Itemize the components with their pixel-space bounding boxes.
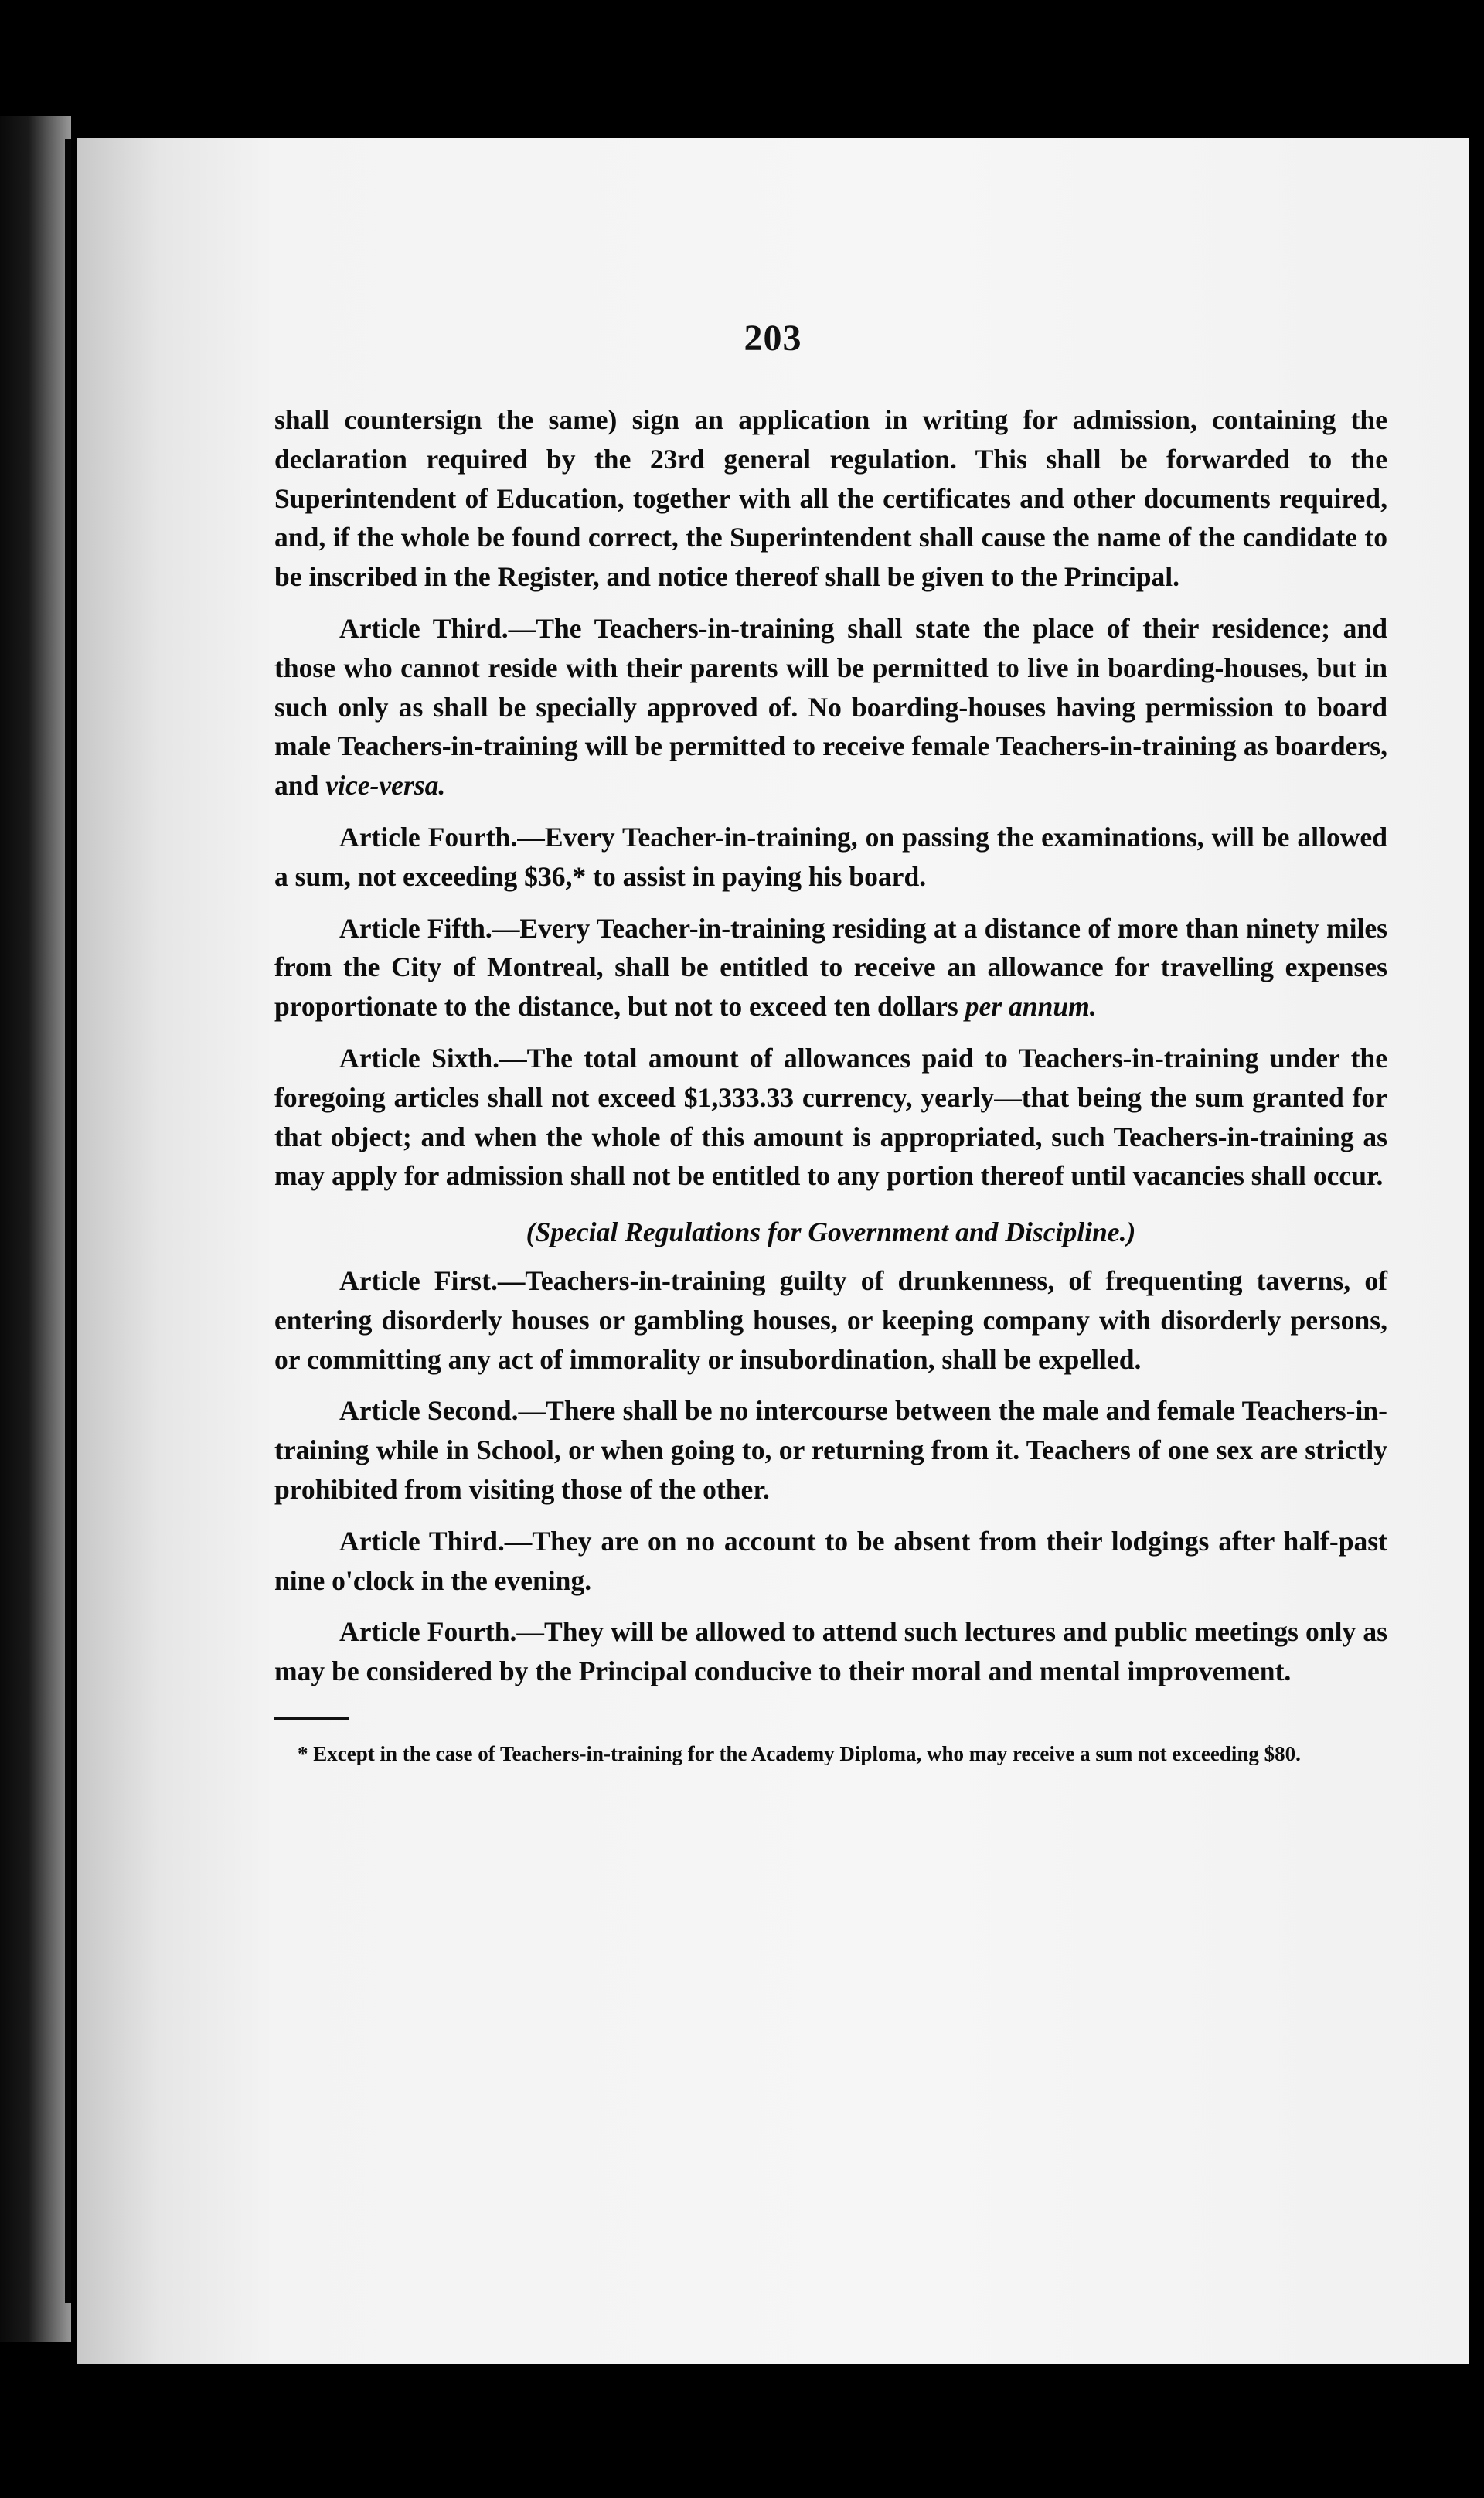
article-fifth-text: Article Fifth.—Every Teacher-in-training residing at a distance of more than ninety miles from the City of Montreal, shall be entitled to receive an allowance for travelling expenses proportionate to the distance, but not to exceed ten dollars: [274, 912, 1387, 1023]
opening-paragraph: shall countersign the same) sign an application in writing for admission, containing the declaration required by the 23rd general regulation. This shall be forwarded to the Superintendent of Education, together with all the certificates and other documents required, and, if the whole be found correct, the Superintendent shall cause the name of the candidate to be inscribed in the Register, and notice thereof shall be given to the Principal.: [274, 404, 1387, 593]
article-third-paragraph: [274, 609, 1387, 805]
article-third-italic: vice-versa.: [325, 770, 446, 801]
special-regulations-heading: (Special Regulations for Government and Discipline.): [526, 1217, 1136, 1248]
article-fourth-paragraph: Article Fourth.—Every Teacher-in-training, on passing the examinations, will be allowed a sum, not exceeding $36,* to assist in paying his board.: [274, 821, 1387, 892]
special-fourth-paragraph: Article Fourth.—They will be allowed to attend such lectures and public meetings only as may be considered by the Principal conducive to their moral and mental improvement.: [274, 1616, 1387, 1687]
article-sixth-paragraph: Article Sixth.—The total amount of allowances paid to Teachers-in-training under the foregoing articles shall not exceed $1,333.33 currency, yearly—that being the sum granted for that object; and when the whole of this amount is appropriated, such Teachers-in-training as may apply for admission shall not be entitled to any portion thereof until vacancies shall occur.: [274, 1042, 1387, 1192]
footnote-rule: [274, 1717, 349, 1720]
special-second-paragraph: Article Second.—There shall be no intercourse between the male and female Teachers-in-training while in School, or when going to, or returning from it. Teachers of one sex are strictly prohibited from visiting those of the other.: [274, 1395, 1387, 1505]
footnote: * Except in the case of Teachers-in-training for the Academy Diploma, who may receive a sum not exceeding $80.: [298, 1741, 1301, 1765]
page-body: [274, 400, 1387, 1769]
spine-shadow-line: [65, 139, 71, 2303]
book-spine: [0, 116, 71, 2342]
article-third-text: Article Third.—The Teachers-in-training shall state the place of their residence; and those who cannot reside with their parents will be permitted to live in boarding-houses, but in such only as shall be specially approved of. No boarding-houses having permission to board male Teachers-in-training will be permitted to receive female Teachers-in-training as boarders, and: [274, 612, 1387, 801]
article-fifth-paragraph: [274, 909, 1387, 1026]
special-first-paragraph: Article First.—Teachers-in-training guilty of drunkenness, of frequenting taverns, of entering disorderly houses or gambling houses, or keeping company with disorderly persons, or committing any act of immorality or insubordination, shall be expelled.: [274, 1264, 1387, 1375]
article-fifth-italic: per annum.: [965, 991, 1097, 1023]
special-third-paragraph: Article Third.—They are on no account to be absent from their lodgings after half-past nine o'clock in the evening.: [274, 1525, 1387, 1596]
page-number: 203: [744, 318, 802, 359]
book-page: [77, 138, 1469, 2364]
